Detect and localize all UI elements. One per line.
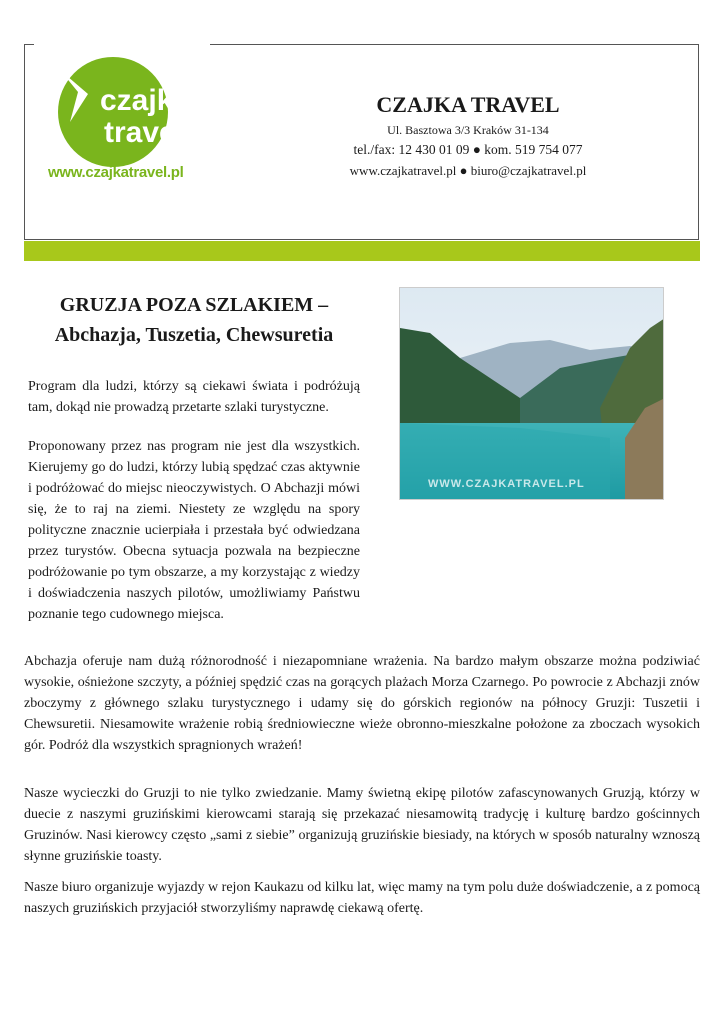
company-name: CZAJKA TRAVEL [376, 92, 560, 117]
lake-mountains-image [400, 288, 664, 500]
photo-watermark: WWW.CZAJKATRAVEL.PL [428, 478, 585, 490]
logo-word-travel: travel [104, 116, 185, 149]
company-info [318, 92, 618, 180]
landscape-photo [399, 287, 664, 500]
company-web-email: www.czajkatravel.pl ● biuro@czajkatravel.pl [349, 163, 587, 178]
company-phone: tel./fax: 12 430 01 09 ● kom. 519 754 077 [353, 142, 583, 157]
header-accent-bar [24, 241, 700, 261]
paragraph-program: Proponowany przez nas program nie jest dla wszystkich. Kierujemy go do ludzi, którzy lubią spędzać czas aktywnie i podróżować do miejsc nieoczywistych. O Abchazji mówi się, że to raj na ziemi. Niestety ze względu na spory polityczne znacznie ucierpiała i przestała być odwiedzana przez turystów. Obecna sytuacja pozwala na bezpieczne podróżowanie po tym obszarze, a my korzystając z wiedzy i doświadczenia naszych pilotów, umożliwiamy Państwu poznanie tego cudownego miejsca. [28, 439, 360, 622]
title-line-1: GRUZJA POZA SZLAKIEM – [59, 294, 329, 316]
paragraph-intro: Program dla ludzi, którzy są ciekawi świata i podróżują tam, dokąd nie prowadzą przetarte szlaki turystyczne. [28, 379, 360, 415]
title-line-2: Abchazja, Tuszetia, Chewsuretia [54, 324, 334, 346]
paragraph-trips: Nasze wycieczki do Gruzji to nie tylko zwiedzanie. Mamy świetną ekipę pilotów zafascynowanych Gruzją, którzy w duecie z naszymi gruzińskimi kierowcami starają się przekazać niesamowitą tradycję i kulturę bardzo gościnnych Gruzinów. Nasi kierowcy często „sami z siebie” organizują gruzińskie biesiady, na których w sposób naturalny wznoszą słynne gruzińskie toasty. [24, 786, 700, 864]
logo-word-czajka: czajka [100, 84, 191, 117]
logo-url: www.czajkatravel.pl [48, 164, 184, 181]
paragraph-office: Nasze biuro organizuje wyjazdy w rejon Kaukazu od kilku lat, więc mamy na tym polu duże doświadczenie, a z pomocą naszych gruzińskich przyjaciół stworzyliśmy naprawdę ciekawą ofertę. [24, 880, 700, 916]
company-address: Ul. Basztowa 3/3 Kraków 31-134 [387, 123, 549, 137]
paragraph-abchazja: Abchazja oferuje nam dużą różnorodność i niezapomniane wrażenia. Na bardzo małym obszarze można podziwiać wysokie, ośnieżone szczyty, a później spędzić czas na gorących plażach Morza Czarnego. Po powrocie z Abchazji znów zboczymy z głównego szlaku turystycznego i udamy się do górskich regionów na północy Gruzji: Tuszetii i Chewsuretii. Niesamowite wrażenie robią średniowieczne wieże obronno-mieszkalne położone za zboczach wysokich gór. Podróż dla wszystkich spragnionych wrażeń! [24, 654, 700, 753]
page-title [28, 290, 360, 350]
